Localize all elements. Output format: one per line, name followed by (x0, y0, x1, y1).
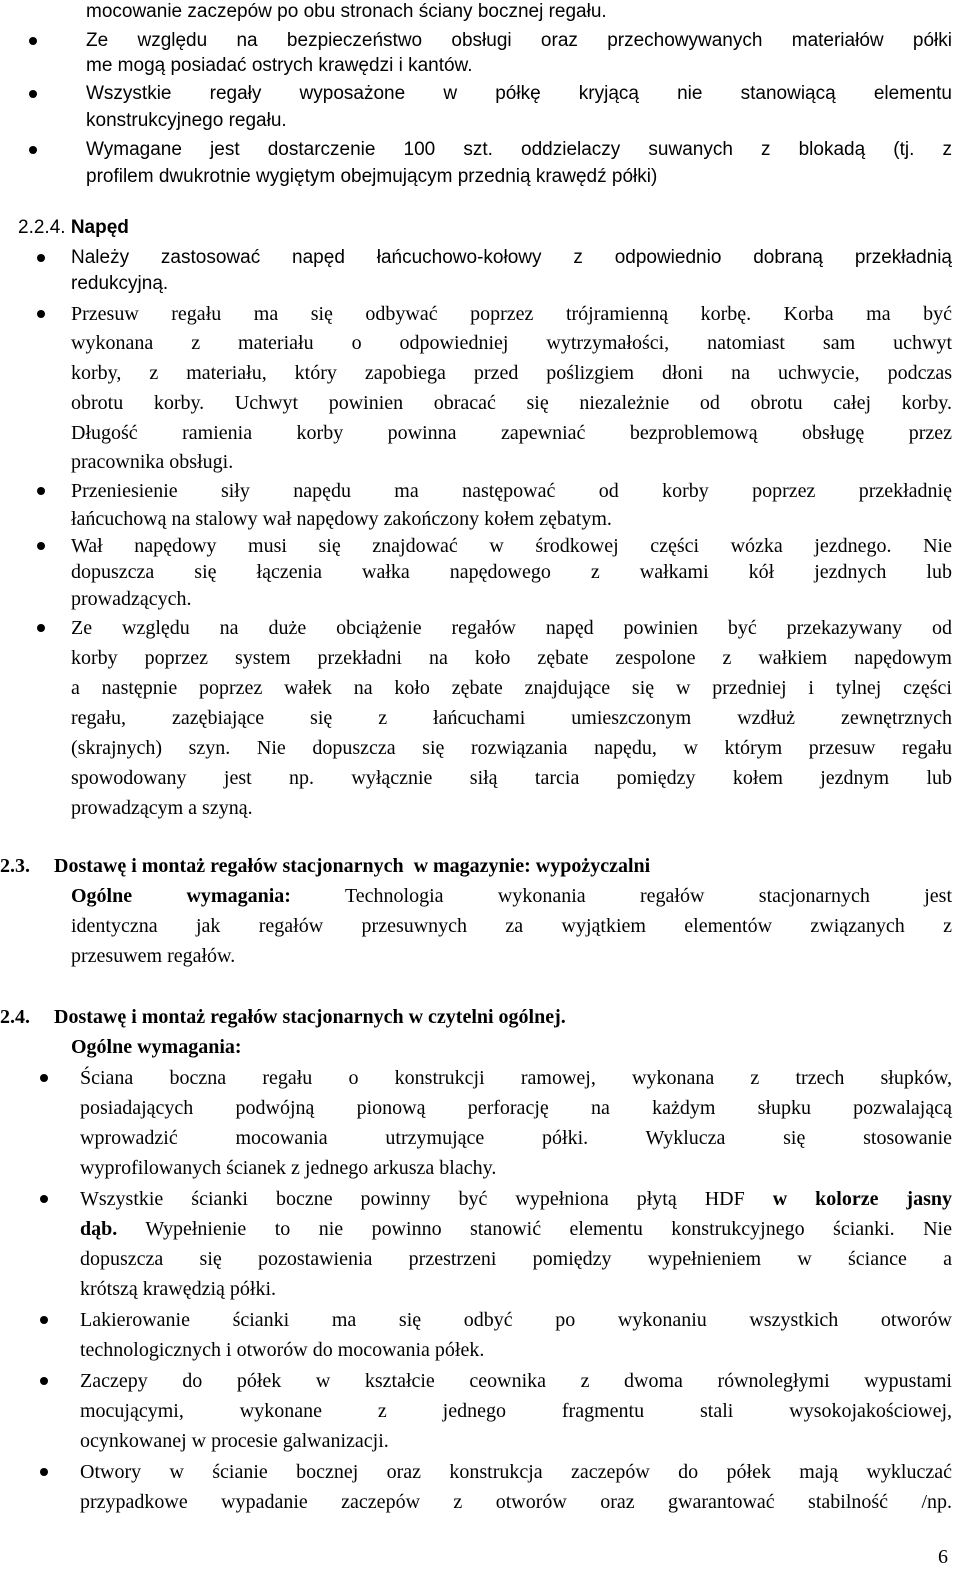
list-item-line: ocynkowanej w procesie galwanizacji. (80, 1430, 389, 1452)
list-item-line: (skrajnych) szyn. Nie dopuszcza się rozwiązania napędu, w którym przesuw regału (71, 737, 952, 759)
bullet-icon (37, 487, 45, 495)
list-item-line: Ze względu na bezpieczeństwo obsługi oraz przechowywanych materiałów półki (86, 30, 952, 51)
list-item-line: dąb. Wypełnienie to nie powinno stanowić elementu konstrukcyjnego ścianki. Nie (80, 1218, 952, 1240)
list-item-line: Lakierowanie ścianki ma się odbyć po wykonaniu wszystkich otworów (80, 1309, 952, 1331)
list-item-line: Wymagane jest dostarczenie 100 szt. oddzielaczy suwanych z blokadą (tj. z (86, 139, 952, 160)
list-item-line: korby, z materiału, który zapobiega przed poślizgiem dłoni na uchwycie, podczas (71, 362, 952, 384)
paragraph-line: przesuwem regałów. (71, 945, 236, 967)
section-title: Dostawę i montaż regałów stacjonarnych w magazynie: wypożyczalni (54, 855, 651, 877)
bullet-icon (40, 1468, 48, 1476)
list-item-line: regału, zazębiające się z łańcuchami umieszczonym wzdłuż zewnętrznych (71, 707, 952, 729)
list-item-line: korby poprzez system przekładni na koło zębate zespolone z wałkiem napędowym (71, 647, 952, 669)
list-item-line: dopuszcza się pozostawienia przestrzeni pomiędzy wypełnieniem w ściance a (80, 1248, 952, 1270)
list-item-line: przypadkowe wypadanie zaczepów z otworów oraz gwarantować stabilność /np. (80, 1491, 952, 1513)
list-item-line: Wał napędowy musi się znajdować w środkowej części wózka jezdnego. Nie (71, 535, 952, 557)
list-item-tail: mocowanie zaczepów po obu stronach ściany bocznej regału. (86, 1, 607, 22)
list-item-line: konstrukcyjnego regału. (86, 110, 287, 131)
list-item-line: Wszystkie regały wyposażone w półkę kryjącą nie stanowiącą elementu (86, 83, 952, 104)
page-number: 6 (938, 1546, 948, 1568)
list-item-line: łańcuchową na stalowy wał napędowy zakończony kołem zębatym. (71, 508, 612, 530)
section-number: 2.2.4. (18, 217, 66, 238)
paragraph-line: Ogólne wymagania: Technologia wykonania regałów stacjonarnych jest (71, 885, 952, 907)
list-item-line: obrotu korby. Uchwyt powinien obracać się niezależnie od obrotu całej korby. (71, 392, 952, 414)
bullet-icon (40, 1316, 48, 1324)
bullet-icon (37, 542, 45, 550)
bullet-icon (29, 37, 37, 45)
bullet-icon (29, 146, 37, 154)
bullet-icon (37, 624, 45, 632)
list-item-line: profilem dwukrotnie wygiętym obejmującym przednią krawędź półki) (86, 166, 658, 187)
list-item-line: Należy zastosować napęd łańcuchowo-kołowy z odpowiednio dobraną przekładnią (71, 247, 952, 268)
list-item-line: me mogą posiadać ostrych krawędzi i kantów. (86, 55, 473, 76)
section-heading (18, 213, 129, 243)
list-item-line: wyprofilowanych ścianek z jednego arkusza blachy. (80, 1157, 497, 1179)
section-subtitle: Ogólne wymagania: (71, 1036, 242, 1058)
section-number: 2.4. (0, 1006, 30, 1028)
list-item-line: Zaczepy do półek w kształcie ceownika z dwoma równoległymi wypustami (80, 1370, 952, 1392)
list-item-line: technologicznych i otworów do mocowania półek. (80, 1339, 485, 1361)
bullet-icon (40, 1195, 48, 1203)
section-heading (0, 851, 30, 881)
emphasis: dąb. (80, 1218, 118, 1240)
list-item-line: Otwory w ścianie bocznej oraz konstrukcja zaczepów do półek mają wykluczać (80, 1461, 952, 1483)
bullet-icon (29, 90, 37, 98)
list-item-line: Przesuw regału ma się odbywać poprzez trójramienną korbę. Korba ma być (71, 303, 952, 325)
section-title: Napęd (70, 217, 129, 238)
list-item-line: prowadzących. (71, 588, 192, 610)
bullet-icon (37, 310, 45, 318)
paragraph-line: identyczna jak regałów przesuwnych za wyjątkiem elementów związanych z (71, 915, 952, 937)
list-item-line: pracownika obsługi. (71, 451, 234, 473)
list-item-line: krótszą krawędzią półki. (80, 1278, 277, 1300)
section-number: 2.3. (0, 855, 30, 877)
list-item-line: Wszystkie ścianki boczne powinny być wypełniona płytą HDF w kolorze jasny (80, 1188, 953, 1210)
list-item-line: spowodowany jest np. wyłącznie siłą tarcia pomiędzy kołem jezdnym lub (71, 767, 952, 789)
list-item-line: Przeniesienie siły napędu ma następować od korby poprzez przekładnię (71, 480, 952, 502)
list-item-line: Długość ramienia korby powinna zapewniać bezproblemową obsługę przez (71, 422, 952, 444)
list-item-line: a następnie poprzez wałek na koło zębate znajdujące się w przedniej i tylnej części (71, 677, 952, 699)
list-item-line: prowadzącym a szyną. (71, 797, 253, 819)
list-item-line: posiadających podwójną pionową perforację na każdym słupku pozwalającą (80, 1097, 952, 1119)
list-item-line: wprowadzić mocowania utrzymujące półki. Wyklucza się stosowanie (80, 1127, 952, 1149)
list-item-line: redukcyjną. (71, 273, 169, 294)
section-heading (0, 1002, 30, 1032)
list-item-line: Ściana boczna regału o konstrukcji ramowej, wykonana z trzech słupków, (80, 1067, 952, 1089)
lead-label: Ogólne wymagania: (71, 885, 291, 907)
bullet-icon (40, 1074, 48, 1082)
bullet-icon (37, 254, 45, 262)
list-item-line: wykonana z materiału o odpowiedniej wytrzymałości, natomiast sam uchwyt (71, 332, 952, 354)
bullet-icon (40, 1377, 48, 1385)
section-title: Dostawę i montaż regałów stacjonarnych w czytelni ogólnej. (54, 1006, 566, 1028)
emphasis: w kolorze jasny (772, 1188, 953, 1210)
list-item-line: mocującymi, wykonane z jednego fragmentu stali wysokojakościowej, (80, 1400, 952, 1422)
list-item-line: dopuszcza się łączenia wałka napędowego z wałkami kół jezdnych lub (71, 561, 952, 583)
list-item-line: Ze względu na duże obciążenie regałów napęd powinien być przekazywany od (71, 617, 952, 639)
